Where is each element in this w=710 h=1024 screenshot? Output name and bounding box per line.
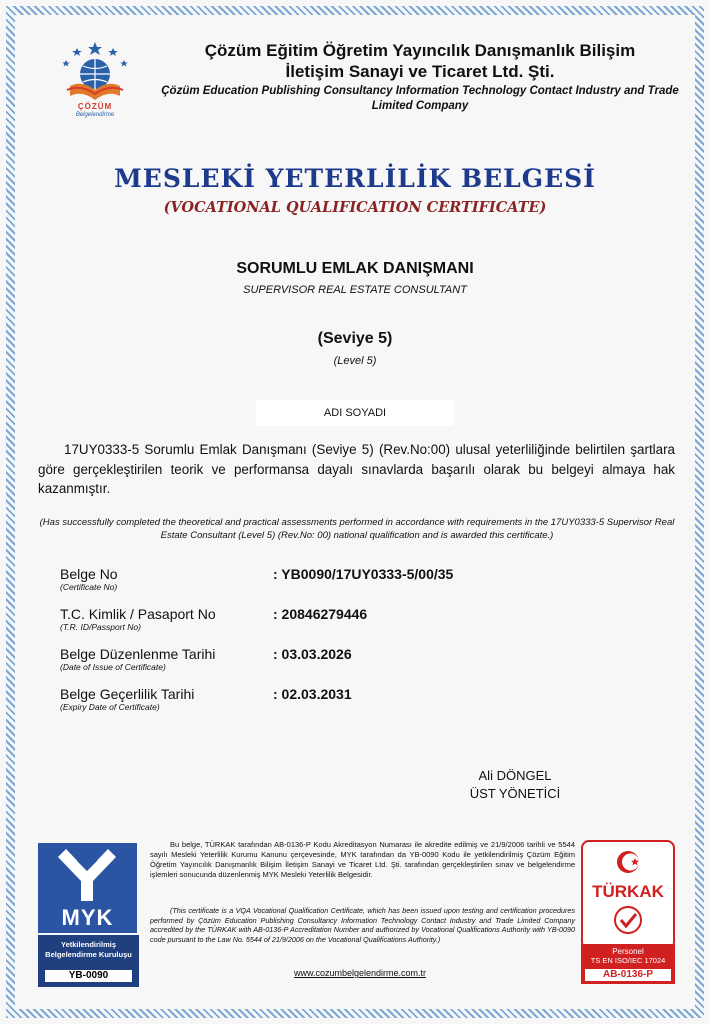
field-label-en: (Certificate No) — [60, 582, 118, 592]
certificate-title: MESLEKİ YETERLİLİK BELGESİ — [114, 164, 596, 193]
company-header — [150, 40, 690, 114]
turkak-logo — [581, 840, 675, 950]
legal-text-en-body: (This certificate is a VQA Vocational Qualification Certificate, which has been issued upon testing and certification procedures performed by Çözüm Education Publishing Consultancy Information Technology Contact Industry and Trade Limited Company accredited by the TÜRKAK with AB-0136-P Accreditation Number and authorized by Vocational Qualifications Authority with YB-0090 code pursuant to the Law No. 5544 of 21/9/2006 on the Vocational Qualifications Authority.) — [150, 906, 575, 944]
field-certificate-no — [60, 566, 620, 606]
field-label: Belge No — [60, 566, 118, 582]
website-link[interactable]: www.cozumbelgelendirme.com.tr — [293, 968, 427, 978]
company-name-tr-line2: İletişim Sanayi ve Ticaret Ltd. Şti. — [285, 62, 555, 81]
turkak-code: AB-0136-P — [585, 969, 671, 981]
legal-text-tr — [150, 840, 575, 880]
statement-tr — [38, 440, 675, 499]
cozum-logo — [52, 40, 138, 128]
holder-name: ADI SOYADI — [256, 400, 454, 426]
company-name-en: Çözüm Education Publishing Consultancy Information Technology Contact Industry and Trade Limited Company — [161, 85, 679, 112]
myk-wordmark: MYK — [61, 905, 114, 930]
turkak-line2: TS EN ISO/IEC 17024 — [590, 956, 666, 965]
field-label: Belge Düzenlenme Tarihi — [60, 646, 216, 662]
field-value: : 20846279446 — [273, 606, 368, 622]
field-value: : 03.03.2026 — [273, 646, 352, 662]
logo-wordmark: ÇÖZÜM — [77, 102, 113, 111]
field-label-en: (T.R. ID/Passport No) — [60, 622, 141, 632]
legal-text-tr-body: Bu belge, TÜRKAK tarafından AB-0136-P Kodu Akreditasyon Numarası ile akredite edilmiş ve 21/9/2006 tarihli ve 5544 sayılı Mesleki Yeterlilik Kurumu Kanunu çerçevesinde, MYK tarafından da YB-0090 Kodu ile yetkilendirilmiş Çözüm Eğitim Öğretim Yayıncılık Danışmanlık Bilişim İletişim Sanayi ve Ticaret Ltd. Şti. tarafından gerçekleştirilen sınav ve belgelendirme işlemleri sonucunda düzenlenmiş MYK Mesleki Yeterlilik Belgesidir. — [150, 840, 575, 879]
myk-authorization-box — [38, 935, 139, 987]
statement-en: (Has successfully completed the theoretical and practical assessments performed in accordance with requirements in the 17UY0333-5 Supervisor Real Estate Consultant (Level 5) (Rev.No: 00) national qualification and is awarded this certificate.) — [39, 517, 675, 541]
field-label-en: (Expiry Date of Certificate) — [60, 702, 160, 712]
myk-line2: Belgelendirme Kuruluşu — [45, 950, 132, 959]
myk-logo — [38, 843, 137, 933]
level-en: (Level 5) — [333, 355, 377, 367]
statement-tr-text: 17UY0333-5 Sorumlu Emlak Danışmanı (Seviye 5) (Rev.No:00) ulusal yeterliliğinde belirtilen şartlara göre gerçekleştirilen teorik ve performansa dayalı sınavlarda başarılı olarak bu belgeyi almaya hak kazanmıştır. — [38, 442, 675, 496]
field-value: : YB0090/17UY0333-5/00/35 — [273, 566, 454, 582]
signer-title: ÜST YÖNETİCİ — [469, 786, 561, 801]
certificate-fields — [60, 566, 620, 726]
turkak-line1: Personel — [612, 947, 644, 956]
legal-text-en — [150, 906, 575, 944]
myk-code: YB-0090 — [45, 970, 132, 982]
field-label-en: (Date of Issue of Certificate) — [60, 662, 166, 672]
field-id-no — [60, 606, 620, 646]
myk-line1: Yetkilendirilmiş — [60, 940, 117, 949]
field-issue-date — [60, 646, 620, 686]
qualification-tr: SORUMLU EMLAK DANIŞMANI — [236, 260, 474, 277]
field-label: T.C. Kimlik / Pasaport No — [60, 606, 216, 622]
globe-book-stars-icon — [52, 40, 138, 102]
turkak-accreditation-box — [581, 944, 675, 984]
company-name-tr-line1: Çözüm Eğitim Öğretim Yayıncılık Danışmanlık Bilişim — [204, 41, 636, 60]
qualification-en: SUPERVISOR REAL ESTATE CONSULTANT — [243, 284, 467, 296]
field-expiry-date — [60, 686, 620, 726]
field-value: : 02.03.2031 — [273, 686, 352, 702]
turkak-wordmark: TÜRKAK — [592, 882, 664, 901]
signer-name: Ali DÖNGEL — [478, 768, 552, 783]
field-label: Belge Geçerlilik Tarihi — [60, 686, 195, 702]
certificate-subtitle: (VOCATIONAL QUALIFICATION CERTIFICATE) — [163, 199, 547, 216]
logo-subtext: Belgelendirme — [75, 112, 115, 118]
signer-block — [455, 767, 575, 803]
myk-emblem-icon — [38, 843, 137, 905]
level-tr: (Seviye 5) — [317, 330, 393, 347]
